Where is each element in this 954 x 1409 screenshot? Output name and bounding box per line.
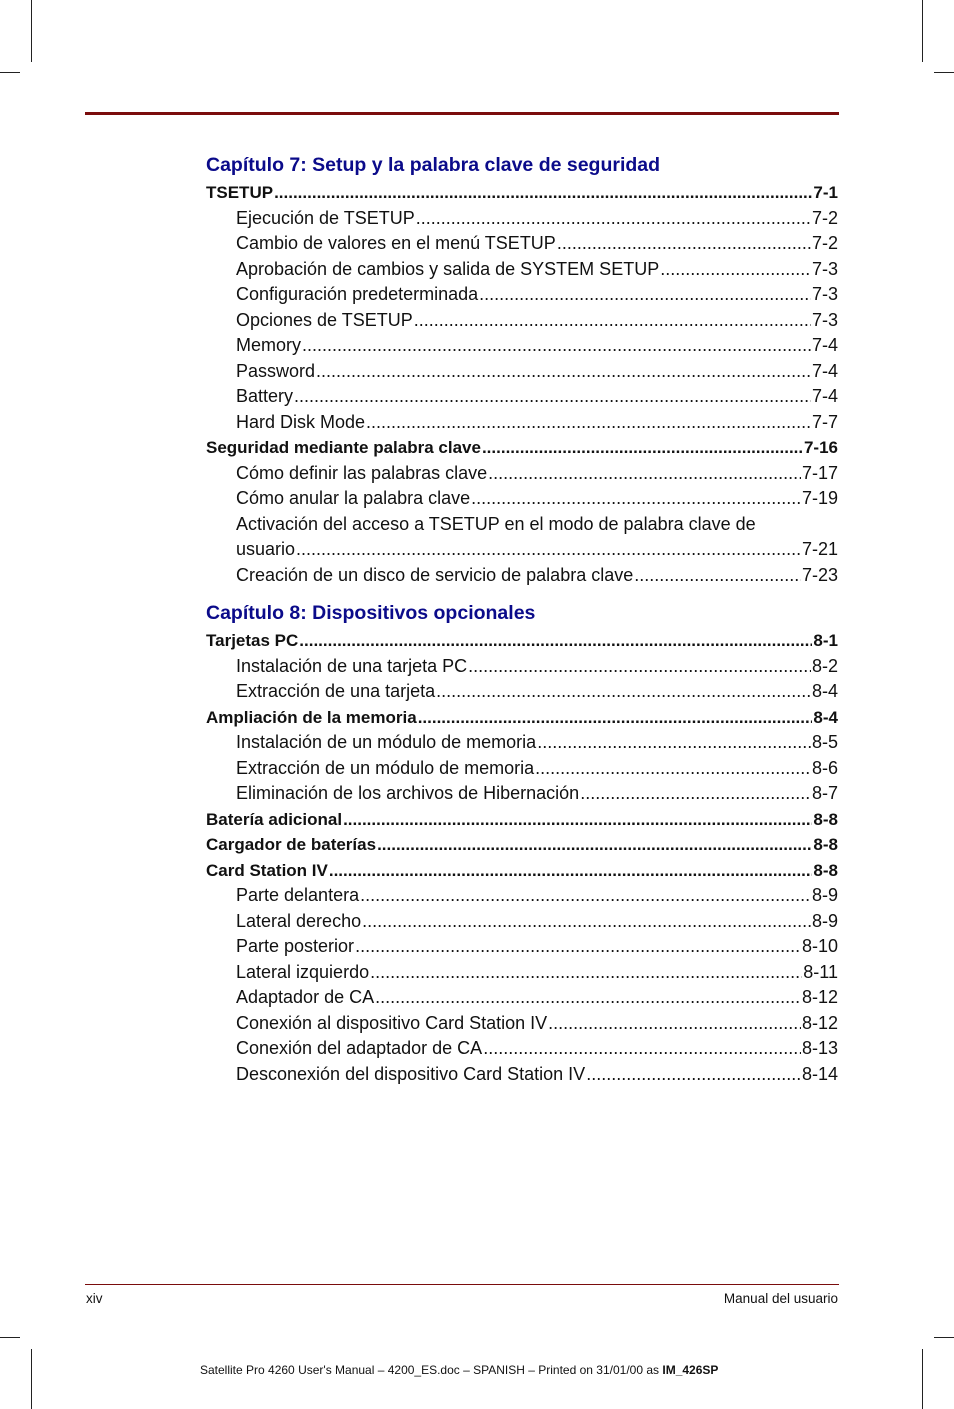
toc-entry-page: 8-4 [813,707,838,727]
toc-entry-page: 7-3 [811,309,838,330]
toc-entry-page: 7-21 [801,539,838,559]
toc-entry[interactable] [206,628,838,654]
dot-leader [294,384,811,410]
dot-leader [370,960,802,986]
toc-entry[interactable] [206,384,838,410]
toc-entry-label: Cargador de baterías [206,835,377,854]
footer-page-number: xiv [86,1291,103,1306]
toc-entry-page: 7-23 [801,564,838,585]
toc-entry-page: 7-17 [801,462,838,483]
toc-entry[interactable] [206,486,838,512]
toc-entry-page: 8-2 [811,655,838,676]
crop-mark [922,1349,923,1409]
toc-entry-label: Aprobación de cambios y salida de SYSTEM SETUP [236,258,660,279]
toc-entry[interactable] [206,1036,838,1062]
toc-entry-label: TSETUP [206,183,274,202]
toc-entry-page: 8-12 [801,987,838,1007]
toc-entry-page: 7-2 [811,233,838,253]
toc-entry-label: Batería adicional [206,809,343,829]
toc-entry-label: Battery [236,386,294,406]
toc-entry[interactable] [206,654,838,680]
toc-entry-label: Adaptador de CA [236,987,375,1007]
header-rule [85,112,839,115]
toc-entry[interactable] [206,180,838,206]
toc-entry[interactable] [206,858,838,884]
toc-entry-label: Parte posterior [236,936,355,956]
toc-entry[interactable] [206,1011,838,1037]
toc-entry-label: Seguridad mediante palabra clave [206,438,481,457]
dot-leader [366,410,811,436]
toc-entry-label: Card Station IV [206,860,328,880]
dot-leader [343,807,812,833]
toc-entry-page: 8-9 [811,910,838,931]
chapter-heading: Capítulo 7: Setup y la palabra clave de seguridad [206,154,661,176]
crop-mark [922,0,923,62]
toc-entry-label: Conexión al dispositivo Card Station IV [236,1012,548,1033]
toc-entry-page: 8-13 [801,1038,838,1058]
dot-leader [375,985,801,1011]
dot-leader [414,308,811,334]
toc-entry-label: Desconexión del dispositivo Card Station IV [236,1063,586,1084]
dot-leader [302,333,811,359]
dot-leader [660,257,811,283]
toc-entry-page: 8-1 [813,631,838,650]
dot-leader [355,934,801,960]
toc-entry[interactable] [206,1062,838,1088]
toc-entry[interactable] [206,563,838,589]
toc-entry-page: 8-11 [803,961,838,982]
toc-entry-label: Cómo definir las palabras clave [236,462,488,483]
toc-entry-page: 7-4 [811,335,838,355]
toc-entry-page: 8-8 [813,835,838,854]
toc-entry-label: Ampliación de la memoria [206,707,417,727]
toc-entry-label: Ejecución de TSETUP [236,207,415,228]
toc-entry-page: 7-4 [811,360,838,381]
dot-leader [468,654,811,680]
toc-entry-label: Lateral izquierdo [236,961,370,982]
toc-entry[interactable] [206,781,838,807]
toc-entry[interactable] [206,934,838,960]
toc-entry[interactable] [206,435,838,461]
toc-entry-page: 8-4 [811,681,838,701]
toc-entry-label: Extracción de una tarjeta [236,681,436,701]
toc-entry-page: 7-16 [803,438,838,457]
toc-entry[interactable] [206,909,838,935]
toc-entry[interactable] [206,410,838,436]
print-info [200,1363,718,1377]
toc-entry-label: Extracción de un módulo de memoria [236,757,535,778]
dot-leader [488,461,801,487]
dot-leader [296,537,801,563]
toc-entry[interactable] [206,461,838,487]
toc-entry-label: Cambio de valores en el menú TSETUP [236,233,556,253]
toc-entry-label: Lateral derecho [236,910,362,931]
toc-entry-page: 8-12 [801,1012,838,1033]
dot-leader [299,628,812,654]
toc-entry-label: Memory [236,335,302,355]
toc-entry-label: Instalación de un módulo de memoria [236,732,537,752]
toc-entry[interactable] [206,282,838,308]
table-of-contents [206,150,838,1087]
toc-entry-page: 7-19 [801,488,838,508]
toc-entry-label: Hard Disk Mode [236,411,366,432]
print-info-code: IM_426SP [662,1363,719,1377]
toc-entry-page: 7-2 [811,207,838,228]
toc-entry-page: 8-5 [811,732,838,752]
toc-entry-page: 7-7 [811,411,838,432]
crop-mark [31,1349,32,1409]
toc-entry-label: usuario [236,539,296,559]
toc-entry-page: 8-14 [801,1063,838,1084]
toc-entry[interactable] [206,985,838,1011]
dot-leader [634,563,801,589]
toc-entry-page: 7-1 [813,183,838,202]
toc-entry[interactable] [206,730,838,756]
dot-leader [535,756,811,782]
dot-leader [360,883,811,909]
toc-entry[interactable] [206,257,838,283]
crop-mark [934,72,954,73]
toc-entry[interactable] [206,756,838,782]
toc-entry-line [206,512,838,538]
toc-entry-page: 8-8 [813,860,838,880]
toc-entry-page: 8-9 [811,885,838,905]
toc-entry-page: 8-8 [813,809,838,829]
toc-entry-label: Opciones de TSETUP [236,309,413,330]
footer-manual-title: Manual del usuario [723,1291,838,1306]
toc-entry-page: 7-3 [811,258,838,279]
dot-leader [329,858,813,884]
toc-entry-page: 7-4 [811,386,838,406]
toc-entry[interactable] [206,705,838,731]
toc-entry-page: 7-3 [811,284,838,304]
toc-entry-label: Cómo anular la palabra clave [236,488,471,508]
dot-leader [316,359,811,385]
crop-mark [934,1337,954,1338]
toc-entry-label: Conexión del adaptador de CA [236,1038,483,1058]
toc-entry[interactable] [206,960,838,986]
toc-entry[interactable] [206,832,838,858]
crop-mark [31,0,32,62]
toc-entry-label: Tarjetas PC [206,631,299,650]
toc-entry[interactable] [206,308,838,334]
toc-entry-label: Eliminación de los archivos de Hibernación [236,783,580,803]
dot-leader [362,909,811,935]
toc-entry-label: Creación de un disco de servicio de palabra clave [236,564,634,585]
toc-entry-label: Parte delantera [236,885,360,905]
toc-entry-label: Activación del acceso a TSETUP en el modo de palabra clave de [236,513,756,534]
dot-leader [418,705,813,731]
dot-leader [479,282,811,308]
dot-leader [436,679,811,705]
toc-entry[interactable] [206,883,838,909]
dot-leader [580,781,811,807]
toc-entry[interactable] [206,206,838,232]
crop-mark [0,1337,20,1338]
toc-entry-label: Configuración predeterminada [236,284,479,304]
toc-entry[interactable] [206,231,838,257]
dot-leader [377,832,812,858]
chapter-heading: Capítulo 8: Dispositivos opcionales [206,602,536,624]
toc-entry[interactable] [206,807,838,833]
toc-entry-page: 8-6 [811,757,838,778]
dot-leader [548,1011,801,1037]
toc-entry-label: Instalación de una tarjeta PC [236,655,468,676]
print-info-text: Satellite Pro 4260 User's Manual – 4200_ES.doc – SPANISH – Printed on 31/01/00 as [200,1363,660,1377]
dot-leader [471,486,801,512]
dot-leader [416,206,811,232]
toc-entry[interactable] [206,679,838,705]
toc-entry-page: 8-10 [801,936,838,956]
dot-leader [482,435,803,461]
toc-entry[interactable] [206,333,838,359]
dot-leader [557,231,811,257]
dot-leader [586,1062,801,1088]
toc-entry[interactable] [206,537,838,563]
toc-entry[interactable] [206,359,838,385]
toc-entry-label: Password [236,360,316,381]
crop-mark [0,72,20,73]
dot-leader [483,1036,801,1062]
dot-leader [274,180,812,206]
footer-rule [85,1284,839,1285]
dot-leader [537,730,811,756]
toc-entry-page: 8-7 [811,783,838,803]
